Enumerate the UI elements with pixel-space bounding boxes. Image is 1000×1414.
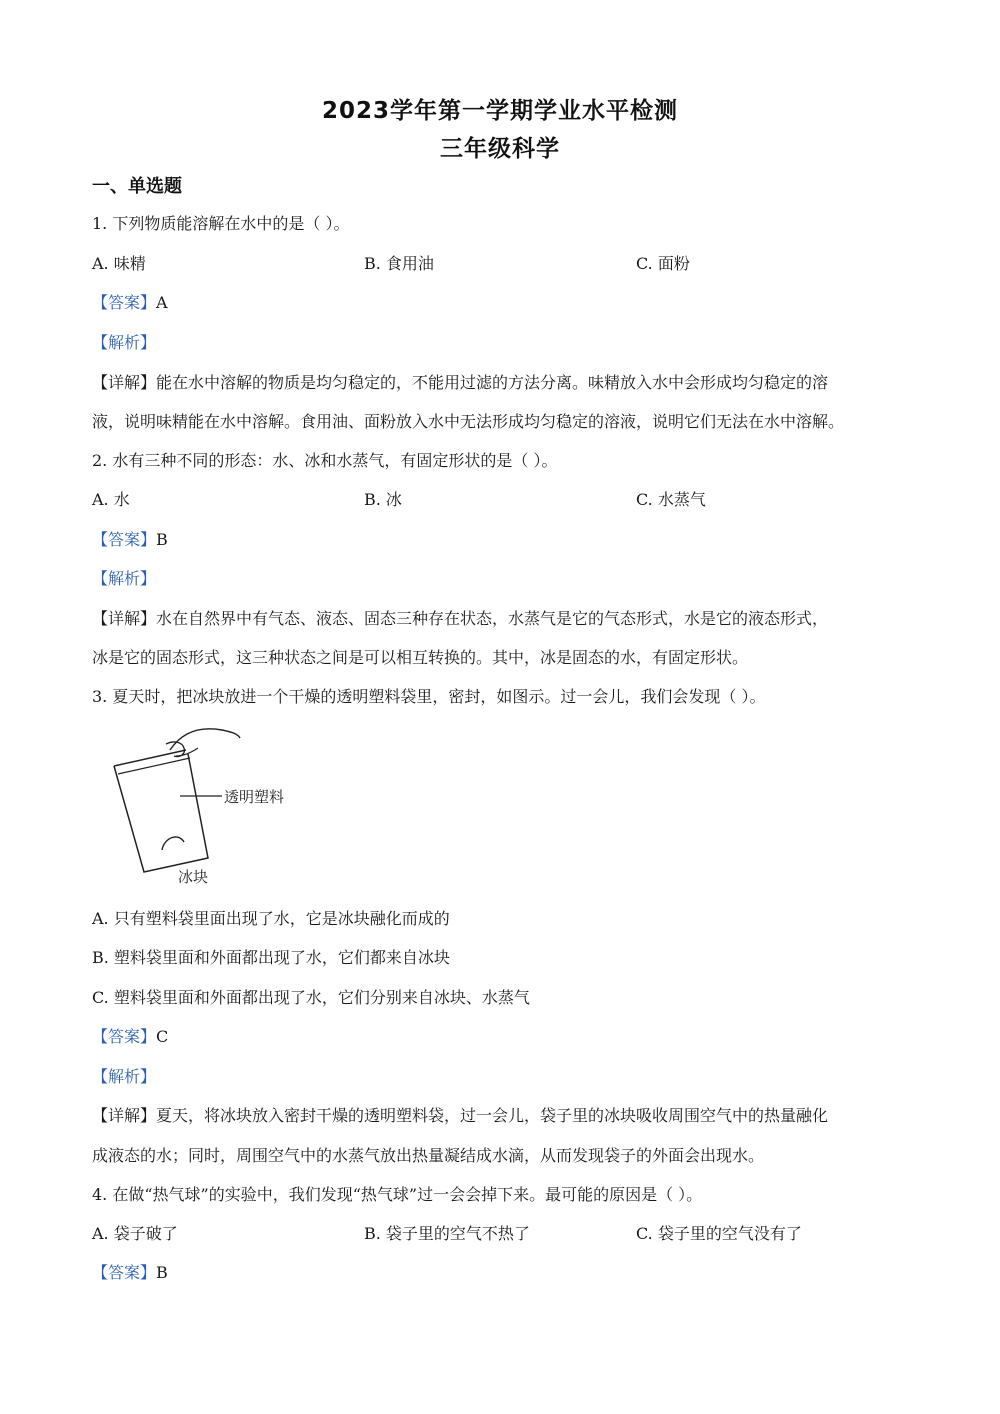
analysis-tag: 【解析】 (92, 333, 157, 352)
answer-tag: 【答案】 (92, 293, 157, 312)
question-2-option-c: C. 水蒸气 (636, 490, 706, 509)
answer-tag: 【答案】 (92, 1027, 157, 1046)
answer-value: B (156, 530, 168, 549)
answer-value: B (156, 1263, 168, 1282)
detail-text: 水在自然界中有气态、液态、固态三种存在状态，水蒸气是它的气态形式，水是它的液态形式， (156, 609, 829, 628)
question-3-option-c: C. 塑料袋里面和外面都出现了水，它们分别来自冰块、水蒸气 (92, 988, 530, 1007)
plastic-bag-figure (104, 722, 314, 892)
hand-outline (170, 729, 240, 750)
question-3-analysis (92, 1064, 156, 1087)
bag-seal-line (114, 750, 186, 766)
question-2-option-a: A. 水 (92, 490, 130, 509)
question-3-stem: 3. 夏天时，把冰块放进一个干燥的透明塑料袋里，密封，如图示。过一会儿，我们会发现（ ）。 (92, 687, 766, 706)
question-3-answer (92, 1024, 168, 1047)
question-4-option-b: B. 袋子里的空气不热了 (364, 1224, 530, 1243)
document-subtitle: 三年级科学 (440, 136, 560, 162)
question-2-answer (92, 527, 168, 550)
question-3-detail (92, 1103, 828, 1126)
question-4-answer (92, 1260, 168, 1283)
question-4-option-a: A. 袋子破了 (92, 1224, 178, 1243)
detail-tag: 【详解】 (92, 373, 157, 392)
answer-tag: 【答案】 (92, 1263, 157, 1282)
question-1-option-a: A. 味精 (92, 254, 146, 273)
question-3-option-b: B. 塑料袋里面和外面都出现了水，它们都来自冰块 (92, 948, 450, 967)
detail-text: 夏天，将冰块放入密封干燥的透明塑料袋，过一会儿，袋子里的冰块吸收周围空气中的热量融化 (156, 1106, 829, 1125)
detail-tag: 【详解】 (92, 1106, 157, 1125)
question-3-detail-cont: 成液态的水；同时，周围空气中的水蒸气放出热量凝结成水滴，从而发现袋子的外面会出现水。 (92, 1146, 765, 1165)
section-heading: 一、单选题 (92, 176, 182, 197)
question-1-detail-cont: 液，说明味精能在水中溶解。食用油、面粉放入水中无法形成均匀稳定的溶液，说明它们无法在水中溶解。 (92, 412, 845, 431)
question-3-option-a: A. 只有塑料袋里面出现了水，它是冰块融化而成的 (92, 909, 450, 928)
ice-cube-shape (162, 837, 184, 850)
question-2-stem: 2. 水有三种不同的形态：水、冰和水蒸气，有固定形状的是（ ）。 (92, 451, 558, 470)
question-2-detail (92, 606, 828, 629)
answer-value: A (156, 293, 168, 312)
question-2-analysis (92, 566, 156, 589)
question-1-option-b: B. 食用油 (364, 254, 434, 273)
question-1-answer (92, 290, 168, 313)
question-2-option-b: B. 冰 (364, 490, 402, 509)
analysis-tag: 【解析】 (92, 1067, 157, 1086)
document-title: 2023学年第一学期学业水平检测 (321, 98, 678, 124)
question-4-option-c: C. 袋子里的空气没有了 (636, 1224, 802, 1243)
question-1-stem: 1. 下列物质能溶解在水中的是（ ）。 (92, 214, 350, 233)
question-4-stem: 4. 在做“热气球”的实验中，我们发现“热气球”过一会会掉下来。最可能的原因是（ ）。 (92, 1185, 703, 1204)
analysis-tag: 【解析】 (92, 569, 157, 588)
question-1-analysis (92, 330, 156, 353)
question-1-option-c: C. 面粉 (636, 254, 690, 273)
question-2-detail-cont: 冰是它的固态形式，这三种状态之间是可以相互转换的。其中，冰是固态的水，有固定形状。 (92, 648, 749, 667)
detail-text: 能在水中溶解的物质是均匀稳定的，不能用过滤的方法分离。味精放入水中会形成均匀稳定的溶 (156, 373, 829, 392)
bag-seal-line-2 (118, 758, 190, 774)
answer-value: C (156, 1027, 169, 1046)
bag-label: 透明塑料 (224, 788, 285, 806)
ice-label: 冰块 (178, 868, 209, 886)
detail-tag: 【详解】 (92, 609, 157, 628)
answer-tag: 【答案】 (92, 530, 157, 549)
question-1-detail (92, 370, 828, 393)
